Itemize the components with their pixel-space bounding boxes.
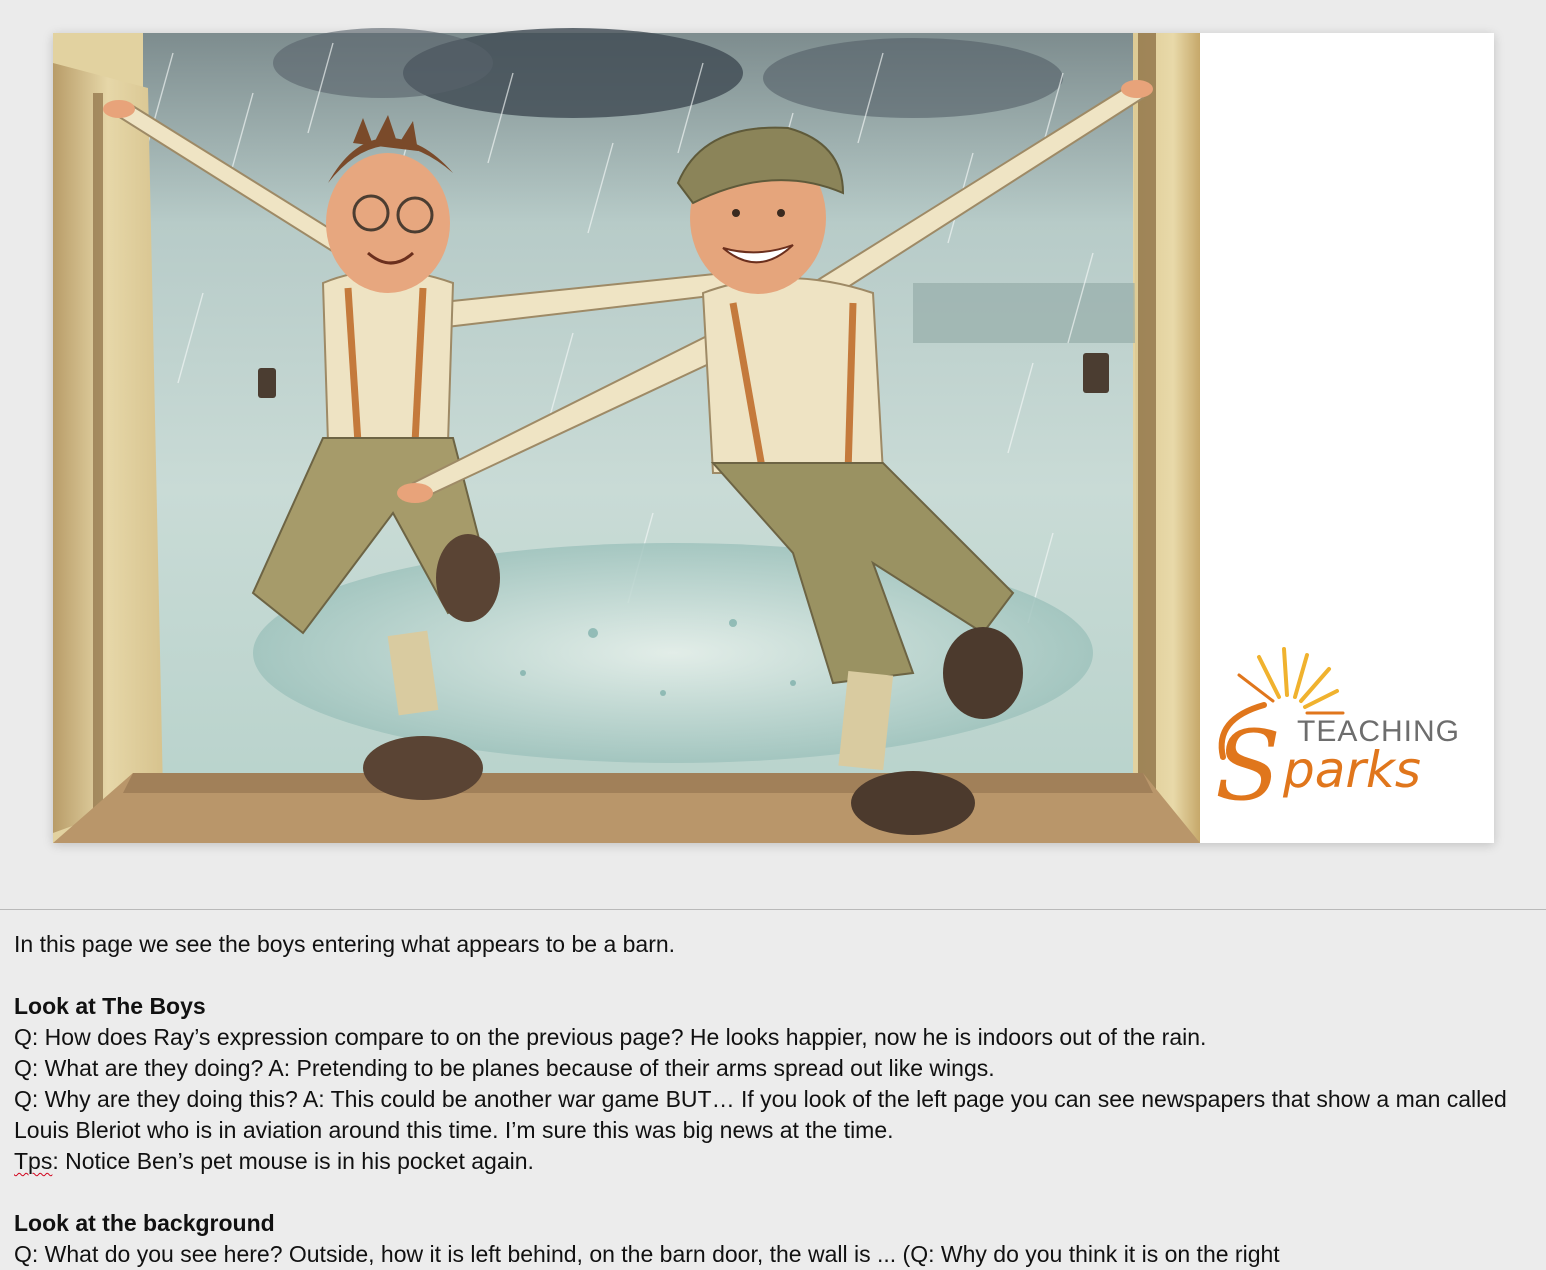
notes-heading-boys: Look at The Boys [14, 993, 206, 1019]
notes-heading-background: Look at the background [14, 1210, 275, 1236]
notes-line-2: Q: What are they doing? A: Pretending to be planes because of their arms spread out like wings. [14, 1055, 995, 1081]
notes-tip [14, 1146, 1514, 1177]
notes-line-1: Q: How does Ray’s expression compare to on the previous page? He looks happier, now he is indoors out of the rain. [14, 1024, 1207, 1050]
slide[interactable] [53, 33, 1494, 843]
speaker-notes-text[interactable] [14, 929, 1514, 1267]
teaching-sparks-logo [1209, 639, 1461, 822]
notes-intro: In this page we see the boys entering what appears to be a barn. [14, 931, 676, 957]
logo-word-parks: parks [1283, 741, 1421, 799]
spellcheck-flag[interactable]: Tps [14, 1148, 53, 1174]
notes-line-3: Q: Why are they doing this? A: This could be another war game BUT… If you look of the left page you can see newspapers that show a man called Louis Bleriot who is in aviation around this time. I’m sure this was big news at the time. [14, 1086, 1507, 1143]
logo-word-teaching: TEACHING [1297, 715, 1461, 748]
notes-line-partial: Q: What do you see here? Outside, how it is left behind, on the barn door, the wall is ... (Q: Why do you think it is on the right [14, 1241, 1280, 1267]
speaker-notes-panel[interactable] [0, 910, 1546, 1267]
sparks-burst-icon [1209, 639, 1461, 822]
logo-initial-s: S [1215, 710, 1281, 822]
notes-tip-text: : Notice Ben’s pet mouse is in his pocket again. [52, 1148, 534, 1174]
slide-illustration[interactable] [53, 33, 1200, 843]
watercolor-boys-icon [53, 33, 1200, 843]
